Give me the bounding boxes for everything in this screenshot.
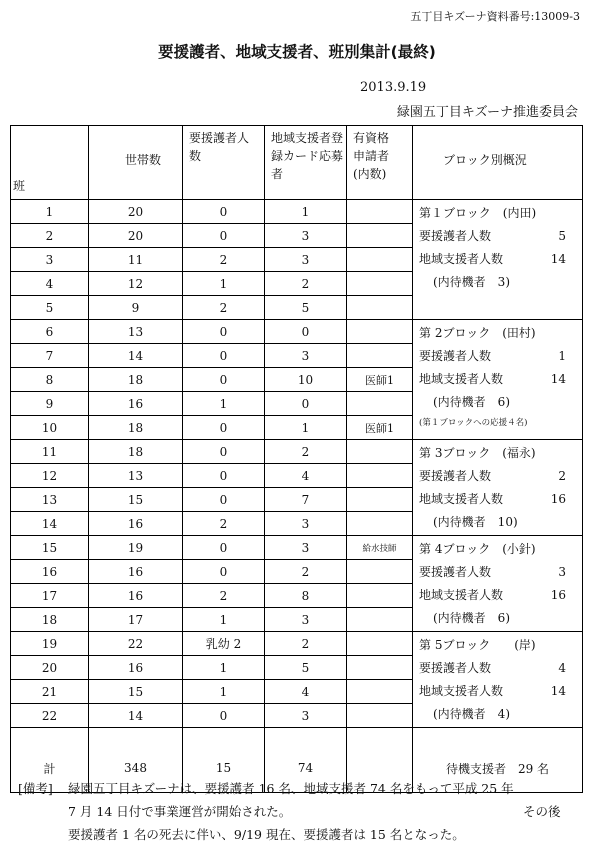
cell-vulnerable: 0 (183, 416, 265, 440)
cell-han: 15 (11, 536, 89, 560)
block-supporters-label: 地域支援者人数 (419, 492, 504, 506)
block-supporters-row (419, 584, 578, 607)
cell-supporters: 0 (265, 392, 347, 416)
cell-vulnerable: 0 (183, 536, 265, 560)
cell-supporters: 5 (265, 656, 347, 680)
cell-vulnerable: 2 (183, 296, 265, 320)
block-vulnerable-row (419, 225, 578, 248)
cell-households: 16 (89, 392, 183, 416)
cell-han: 21 (11, 680, 89, 704)
block-supporters-row (419, 368, 578, 391)
cell-han: 16 (11, 560, 89, 584)
cell-vulnerable: 0 (183, 200, 265, 224)
cell-supporters: 7 (265, 488, 347, 512)
header-qualified: 有資格申請者(内数) (347, 126, 413, 200)
document-number: 五丁目キズーナ資料番号:13009-3 (410, 10, 580, 23)
cell-qualified (347, 680, 413, 704)
cell-supporters: 0 (265, 320, 347, 344)
cell-qualified (347, 464, 413, 488)
cell-qualified: 医師1 (347, 416, 413, 440)
cell-han: 8 (11, 368, 89, 392)
block-summary (413, 632, 583, 728)
cell-households: 16 (89, 560, 183, 584)
cell-households: 20 (89, 200, 183, 224)
block-name: 第 5ブロック (岸) (419, 638, 536, 652)
cell-households: 18 (89, 368, 183, 392)
cell-qualified (347, 488, 413, 512)
cell-supporters: 1 (265, 416, 347, 440)
cell-vulnerable: 0 (183, 344, 265, 368)
cell-han: 13 (11, 488, 89, 512)
header-supporters: 地域支援者登録カード応募者 (265, 126, 347, 200)
cell-households: 12 (89, 272, 183, 296)
cell-han: 10 (11, 416, 89, 440)
cell-han: 2 (11, 224, 89, 248)
block-vulnerable-label: 要援護者人数 (419, 469, 492, 483)
cell-households: 9 (89, 296, 183, 320)
cell-households: 14 (89, 704, 183, 728)
cell-qualified (347, 392, 413, 416)
block-summary (413, 440, 583, 536)
block-supporters-count: 16 (550, 492, 566, 506)
block-summary (413, 200, 583, 320)
block-supporters-count: 14 (550, 684, 566, 698)
cell-households: 11 (89, 248, 183, 272)
block-name: 第 4ブロック (小針) (419, 542, 536, 556)
cell-han: 3 (11, 248, 89, 272)
cell-vulnerable: 1 (183, 656, 265, 680)
cell-vulnerable: 2 (183, 584, 265, 608)
cell-qualified: 医師1 (347, 368, 413, 392)
cell-supporters: 5 (265, 296, 347, 320)
table-row (11, 440, 583, 464)
block-supporters-label: 地域支援者人数 (419, 588, 504, 602)
cell-vulnerable: 0 (183, 368, 265, 392)
cell-households: 14 (89, 344, 183, 368)
cell-vulnerable: 1 (183, 272, 265, 296)
block-vulnerable-label: 要援護者人数 (419, 349, 492, 363)
cell-households: 16 (89, 584, 183, 608)
block-vulnerable-count: 3 (558, 565, 566, 579)
cell-supporters: 4 (265, 680, 347, 704)
cell-han: 17 (11, 584, 89, 608)
cell-supporters: 4 (265, 464, 347, 488)
cell-supporters: 2 (265, 632, 347, 656)
block-vulnerable-row (419, 657, 578, 680)
cell-han: 22 (11, 704, 89, 728)
cell-qualified (347, 440, 413, 464)
organization-name: 緑園五丁目キズーナ推進委員会 (396, 105, 578, 120)
block-vulnerable-count: 5 (558, 229, 566, 243)
block-vulnerable-row (419, 561, 578, 584)
cell-supporters: 2 (265, 560, 347, 584)
cell-han: 18 (11, 608, 89, 632)
total-standby: 待機支援者 29 名 (413, 728, 583, 793)
block-summary (413, 320, 583, 440)
cell-households: 18 (89, 440, 183, 464)
cell-han: 4 (11, 272, 89, 296)
cell-supporters: 3 (265, 608, 347, 632)
block-vulnerable-label: 要援護者人数 (419, 565, 492, 579)
block-supporters-row (419, 248, 578, 271)
cell-qualified (347, 704, 413, 728)
cell-qualified (347, 272, 413, 296)
cell-vulnerable: 0 (183, 320, 265, 344)
block-supporters-label: 地域支援者人数 (419, 684, 504, 698)
block-waiting: (内待機者 4) (433, 707, 510, 721)
cell-supporters: 3 (265, 512, 347, 536)
cell-han: 7 (11, 344, 89, 368)
cell-qualified (347, 200, 413, 224)
block-vulnerable-label: 要援護者人数 (419, 661, 492, 675)
cell-vulnerable: 1 (183, 392, 265, 416)
cell-vulnerable: 1 (183, 608, 265, 632)
cell-households: 17 (89, 608, 183, 632)
cell-han: 6 (11, 320, 89, 344)
block-vulnerable-label: 要援護者人数 (419, 229, 492, 243)
cell-qualified (347, 560, 413, 584)
header-households: 世帯数 (89, 126, 183, 200)
cell-supporters: 8 (265, 584, 347, 608)
block-vulnerable-count: 1 (558, 349, 566, 363)
cell-qualified (347, 512, 413, 536)
summary-table (10, 125, 583, 793)
cell-supporters: 3 (265, 344, 347, 368)
header-blocks: ブロック別概況 (413, 126, 583, 200)
remarks-line-3: 要援護者 1 名の死去に伴い、9/19 現在、要援護者は 15 名となった。 (68, 827, 465, 842)
cell-households: 13 (89, 320, 183, 344)
cell-han: 1 (11, 200, 89, 224)
cell-households: 19 (89, 536, 183, 560)
cell-supporters: 1 (265, 200, 347, 224)
block-summary (413, 536, 583, 632)
cell-supporters: 3 (265, 704, 347, 728)
cell-qualified (347, 608, 413, 632)
cell-qualified (347, 224, 413, 248)
cell-qualified (347, 656, 413, 680)
cell-vulnerable: 0 (183, 704, 265, 728)
cell-vulnerable: 0 (183, 488, 265, 512)
block-name: 第 2ブロック (田村) (419, 326, 536, 340)
total-label: 計 (11, 728, 89, 793)
remarks-line-2: 7 月 14 日付で事業運営が開始された。 (68, 804, 292, 819)
cell-han: 12 (11, 464, 89, 488)
cell-supporters: 2 (265, 272, 347, 296)
cell-qualified (347, 248, 413, 272)
remarks-label: [備考] (18, 781, 53, 796)
header-vulnerable: 要援護者人数 (183, 126, 265, 200)
block-vulnerable-row (419, 465, 578, 488)
cell-qualified (347, 584, 413, 608)
cell-households: 13 (89, 464, 183, 488)
cell-supporters: 2 (265, 440, 347, 464)
cell-vulnerable: 0 (183, 560, 265, 584)
cell-supporters: 3 (265, 248, 347, 272)
cell-households: 15 (89, 680, 183, 704)
block-supporters-row (419, 488, 578, 511)
cell-vulnerable: 1 (183, 680, 265, 704)
table-row (11, 200, 583, 224)
remarks-line-1: 緑園五丁目キズーナは、要援護者 16 名、地域支援者 74 名をもって平成 25 年 (68, 781, 514, 796)
block-name: 第１ブロック (内田) (419, 206, 537, 220)
block-waiting: (内待機者 6) (433, 611, 510, 625)
block-supporters-count: 16 (550, 588, 566, 602)
cell-qualified (347, 296, 413, 320)
cell-households: 16 (89, 656, 183, 680)
cell-households: 22 (89, 632, 183, 656)
cell-households: 16 (89, 512, 183, 536)
cell-vulnerable: 0 (183, 440, 265, 464)
table-row (11, 536, 583, 560)
cell-vulnerable: 2 (183, 512, 265, 536)
total-supporters: 74 (265, 728, 347, 793)
cell-vulnerable: 0 (183, 464, 265, 488)
document-date: 2013.9.19 (360, 80, 427, 95)
table-row (11, 632, 583, 656)
block-supporters-label: 地域支援者人数 (419, 372, 504, 386)
block-supporters-label: 地域支援者人数 (419, 252, 504, 266)
block-vulnerable-row (419, 345, 578, 368)
block-supporters-row (419, 680, 578, 703)
cell-han: 14 (11, 512, 89, 536)
block-vulnerable-count: 2 (558, 469, 566, 483)
block-vulnerable-count: 4 (558, 661, 566, 675)
block-waiting: (内待機者 6) (433, 395, 510, 409)
cell-han: 5 (11, 296, 89, 320)
cell-supporters: 3 (265, 536, 347, 560)
block-supporters-count: 14 (550, 372, 566, 386)
cell-households: 20 (89, 224, 183, 248)
cell-vulnerable: 0 (183, 224, 265, 248)
cell-qualified (347, 344, 413, 368)
block-name: 第 3ブロック (福永) (419, 446, 536, 460)
cell-han: 9 (11, 392, 89, 416)
table-row (11, 320, 583, 344)
table-header-row (11, 126, 583, 200)
cell-supporters: 10 (265, 368, 347, 392)
total-households: 348 (89, 728, 183, 793)
block-note: (第１ブロックへの応援４名) (419, 418, 528, 428)
cell-han: 20 (11, 656, 89, 680)
page-title: 要援護者、地域支援者、班別集計(最終) (158, 43, 436, 61)
block-waiting: (内待機者 3) (433, 275, 510, 289)
cell-supporters: 3 (265, 224, 347, 248)
cell-vulnerable: 2 (183, 248, 265, 272)
total-vulnerable: 15 (183, 728, 265, 793)
cell-qualified (347, 632, 413, 656)
cell-qualified: 給水技師 (347, 536, 413, 560)
block-supporters-count: 14 (550, 252, 566, 266)
cell-qualified (347, 320, 413, 344)
header-han: 班 (11, 126, 89, 200)
remarks-line-2-end: その後 (523, 804, 561, 819)
cell-households: 15 (89, 488, 183, 512)
cell-vulnerable: 乳幼 2 (183, 632, 265, 656)
cell-households: 18 (89, 416, 183, 440)
cell-han: 11 (11, 440, 89, 464)
cell-han: 19 (11, 632, 89, 656)
block-waiting: (内待機者 10) (433, 515, 518, 529)
